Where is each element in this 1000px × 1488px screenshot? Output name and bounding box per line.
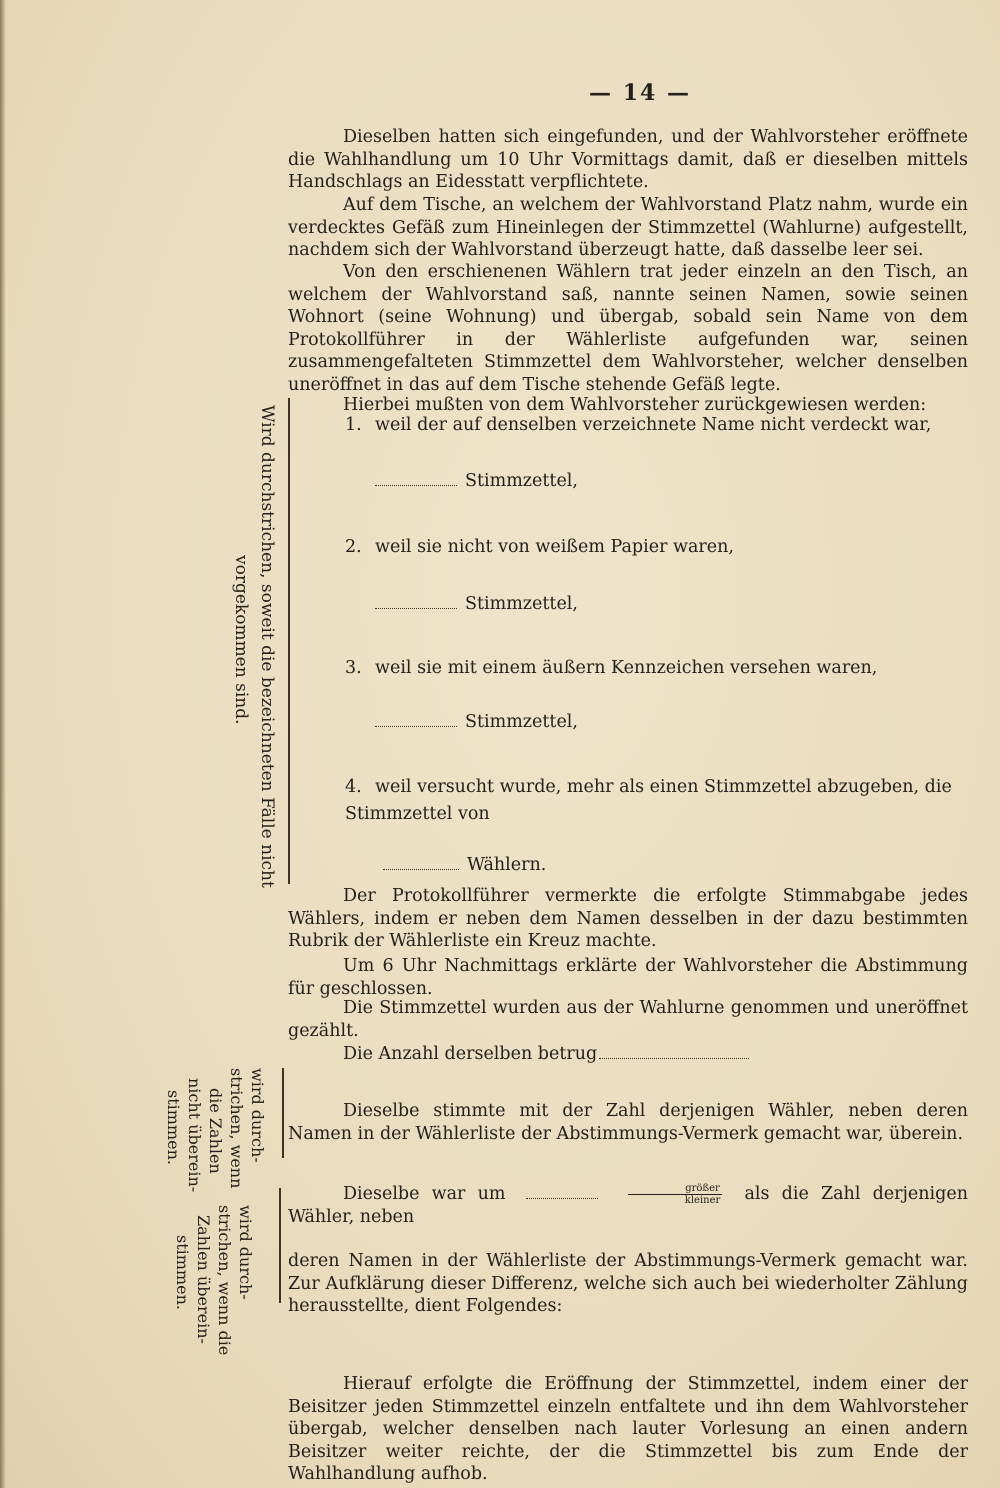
dotted-line: [375, 594, 457, 609]
dotted-line: [375, 712, 457, 727]
paragraph-7: Die Stimmzettel wurden aus der Wahlurne genommen und uneröffnet gezählt.: [288, 998, 968, 1041]
paragraph-8-text: Die Anzahl derselben betrug: [343, 1044, 598, 1064]
paragraph-10-text-start: Dieselbe war um: [343, 1184, 506, 1204]
list-item-1: [345, 412, 965, 438]
paragraph-8: [288, 1043, 968, 1066]
margin-note-3-line-2: strichen, wenn die: [215, 1205, 234, 1356]
paragraph-1: Dieselben hatten sich eingefunden, und der Wahlvorsteher eröffnete die Wahlhandlung um 10 Uhr Vormittags damit, daß er dieselben mittels Handschlags an Eidesstatt verpflichtete.: [288, 127, 968, 192]
margin-note-1-line-2: vorgekommen sind.: [231, 555, 251, 725]
blank-label: Stimmzettel,: [465, 471, 578, 491]
list-item-number: 1.: [345, 415, 362, 435]
bracket-line: [279, 1188, 281, 1303]
dotted-line: [375, 471, 457, 486]
list-item-number: 4.: [345, 777, 362, 797]
paragraph-3: Von den erschienenen Wählern trat jeder einzeln an den Tisch, an welchem der Wahlvorstand saß, nannte seinen Namen, sowie seinen Wohnort (seine Wohnung) und übergab, sobald sein Name von dem Protokollführer in der Wählerliste aufgefunden war, seinen zusammengefalteten Stimmzettel dem Wahlvorsteher, welcher denselben uneröffnet in das auf dem Tische stehende Gefäß legte.: [288, 262, 968, 395]
blank-field-2: [375, 593, 578, 615]
blank-field-1: [375, 470, 578, 492]
bracket-line: [282, 1068, 284, 1158]
paragraph-10-text-mid: als die Zahl derjenigen Wähler, neben: [288, 1184, 968, 1227]
dotted-line: [383, 855, 459, 870]
paragraph-5: Der Protokollführer vermerkte die erfolgte Stimmabgabe jedes Wählers, indem er neben dem Namen desselben in der dazu bestimmten Rubrik der Wählerliste ein Kreuz machte.: [288, 886, 968, 951]
blank-field-4: [383, 854, 546, 876]
blank-field-3: [375, 711, 578, 733]
list-item-text: weil sie mit einem äußern Kennzeichen versehen waren,: [375, 658, 878, 678]
margin-note-2-line-4: nicht überein-: [185, 1078, 204, 1193]
list-item-4: [345, 774, 965, 828]
margin-note-2: [163, 1068, 268, 1192]
margin-note-3: [172, 1205, 256, 1355]
blank-label: Stimmzettel,: [465, 712, 578, 732]
page-number: — 14 —: [589, 80, 691, 106]
paragraph-2: Auf dem Tische, an welchem der Wahlvorstand Platz nahm, wurde ein verdecktes Gefäß zum Hineinlegen der Stimmzettel (Wahlurne) aufgestellt, nachdem sich der Wahlvorstand überzeugt hatte, daß dasselbe leer sei.: [288, 195, 968, 260]
blank-label: Wählern.: [467, 855, 547, 875]
list-item-text: weil der auf denselben verzeichnete Name nicht verdeckt war,: [375, 415, 932, 435]
comparison-fraction: [628, 1183, 723, 1206]
dotted-line: [599, 1044, 749, 1059]
margin-note-3-line-4: stimmen.: [173, 1235, 192, 1310]
paragraph-11: Hierauf erfolgte die Eröffnung der Stimmzettel, indem einer der Beisitzer jeden Stimmzettel einzeln entfaltete und ihn dem Wahlvorsteher übergab, welcher denselben nach lauter Vorlesung an einen andern Beisitzer weiter reichte, der die Stimmzettel bis zum Ende der Wahlhandlung aufhob.: [288, 1374, 968, 1484]
margin-note-3-line-3: Zahlen überein-: [194, 1215, 213, 1344]
margin-note-2-line-3: die Zahlen: [206, 1088, 225, 1174]
margin-note-1-line-1: Wird durchstrichen, soweit die bezeichneten Fälle nicht: [257, 405, 277, 888]
list-item-text: weil sie nicht von weißem Papier waren,: [375, 537, 734, 557]
margin-note-2-line-1: wird durch-: [248, 1068, 267, 1163]
list-item-text: weil versucht wurde, mehr als einen Stimmzettel abzugeben, die Stimmzettel von: [345, 777, 952, 824]
list-item-number: 3.: [345, 658, 362, 678]
page-edge-shadow: [0, 0, 6, 1488]
paragraph-6: Um 6 Uhr Nachmittags erklärte der Wahlvorsteher die Abstimmung für geschlossen.: [288, 956, 968, 999]
paragraph-4: Hierbei mußten von dem Wahlvorsteher zurückgewiesen werden:: [343, 395, 927, 415]
list-item-number: 2.: [345, 537, 362, 557]
margin-note-3-line-1: wird durch-: [236, 1205, 255, 1300]
margin-note-2-line-5: stimmen.: [164, 1090, 183, 1165]
dotted-line: [526, 1184, 598, 1199]
paragraph-10-end: deren Namen in der Wählerliste der Abstimmungs-Vermerk gemacht war. Zur Aufklärung dieser Differenz, welche sich auch bei wiederholter Zählung herausstellte, dient Folgendes:: [288, 1251, 968, 1316]
bracket-line: [288, 398, 290, 884]
margin-note-2-line-2: strichen, wenn: [227, 1068, 246, 1189]
paragraph-9: Dieselbe stimmte mit der Zahl derjenigen Wähler, neben deren Namen in der Wählerliste der Abstimmungs-Vermerk gemacht war, überein.: [288, 1101, 968, 1144]
list-item-3: [345, 655, 965, 681]
fraction-top: größer: [628, 1183, 723, 1195]
list-item-2: [345, 534, 965, 560]
blank-label: Stimmzettel,: [465, 594, 578, 614]
margin-note-1: [228, 405, 280, 888]
paragraph-10-start: [288, 1183, 968, 1229]
fraction-bottom: kleiner: [684, 1195, 721, 1206]
